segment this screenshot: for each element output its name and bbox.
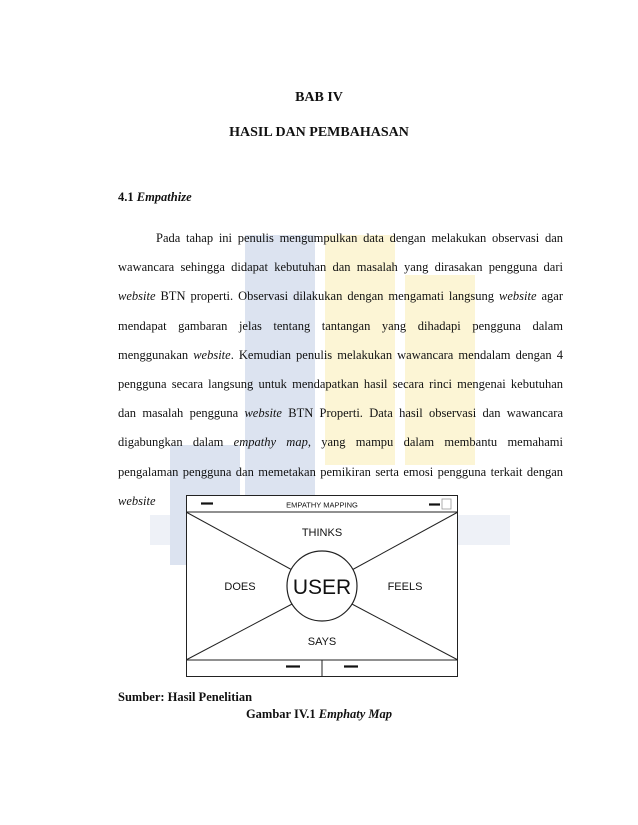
figure-caption: Gambar IV.1 Emphaty Map: [245, 707, 393, 721]
section-title: Empathize: [136, 190, 192, 204]
body-paragraph: Pada tahap ini penulis mengumpulkan data dengan melakukan observasi dan wawancara sehingga didapat kebutuhan dan masalah yang dirasakan pengguna dari website BTN properti. Observasi dilakukan dengan mengamati langsung website agar mendapat gambaran jelas tentang tantangan yang dihadapi pengguna dalam menggunakan website. Kemudian penulis melakukan wawancara mendalam dengan 4 pengguna secara langsung untuk mendapatkan hasil secara rinci mengenai kebutuhan dan masalah pengguna website BTN Properti. Data hasil observasi dan wawancara digabungkan dalam empathy map, yang mampu dalam membantu memahami pengalaman pengguna dan memetakan pemikiran serta emosi pengguna terkait dengan website: [118, 231, 563, 508]
user-label: USER: [292, 576, 352, 599]
feels-label: FEELS: [387, 581, 423, 593]
section-heading: [118, 190, 192, 205]
section-number: 4.1: [118, 190, 134, 204]
chapter-title: HASIL DAN PEMBAHASAN: [229, 125, 409, 140]
thinks-label: THINKS: [301, 527, 343, 539]
figure-source: Sumber: Hasil Penelitian: [118, 690, 253, 704]
says-label: SAYS: [307, 636, 337, 648]
chapter-number: BAB IV: [295, 90, 343, 105]
empathy-map-figure: [186, 495, 458, 677]
empathy-map-header: EMPATHY MAPPING: [286, 500, 358, 510]
does-label: DOES: [224, 581, 256, 593]
